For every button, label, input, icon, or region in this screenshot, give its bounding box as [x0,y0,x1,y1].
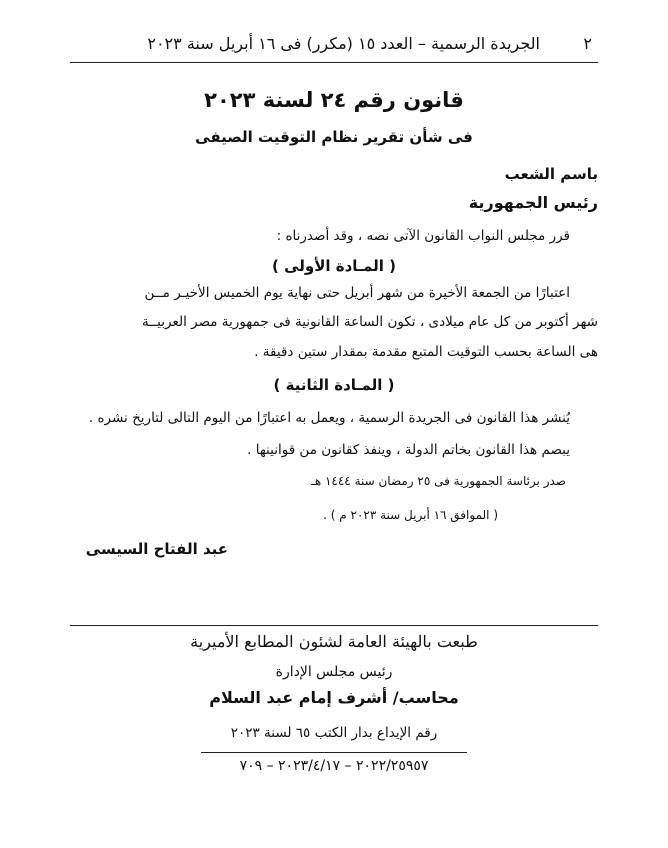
isbn-line: ٢٠٢٢/٢٥٩٥٧ – ٢٠٢٣/٤/١٧ – ٧٠٩ [239,758,429,774]
deposit-divider [201,752,467,753]
preamble: قرر مجلس النواب القانون الآتى نصه ، وقد أصدرناه : [276,228,570,244]
header-divider [70,62,598,63]
issued-date-gregorian: ( الموافق ١٦ أبريل سنة ٢٠٢٣ م ) . [323,508,498,522]
article-2-title: ( المـادة الثانية ) [273,376,395,394]
page-number: ٢ [583,34,592,53]
accountant-name: محاسب/ أشرف إمام عبد السلام [209,688,459,707]
board-chair-title: رئيس مجلس الإدارة [275,664,393,680]
printed-by: طبعت بالهيئة العامة لشئون المطابع الأميرية [190,632,478,651]
seal-line: يبصم هذا القانون بخاتم الدولة ، وينفذ كقانون من قوانينها . [247,442,570,458]
footer-divider [70,625,598,626]
article-2-line-1: يُنشر هذا القانون فى الجريدة الرسمية ، ويعمل به اعتبارًا من اليوم التالى لتاريخ نشره . [88,410,570,426]
law-subtitle: فى شأن تقرير نظام التوقيت الصيفى [195,128,473,146]
article-1-line-3: هى الساعة بحسب التوقيت المتبع مقدمة بمقدار ستين دقيقة . [254,344,598,360]
in-name-of-people: باسم الشعب [504,165,598,183]
article-1-line-1: اعتبارًا من الجمعة الأخيرة من شهر أبريل حتى نهاية يوم الخميس الأخيـر مــن [144,285,570,301]
deposit-number: رقم الإيداع بدار الكتب ٦٥ لسنة ٢٠٢٣ [230,725,438,741]
running-header: الجريدة الرسمية – العدد ١٥ (مكرر) فى ١٦ أبريل سنة ٢٠٢٣ [147,34,540,53]
signatory: عبد الفتاح السيسى [85,540,228,558]
issued-date-hijri: صدر برئاسة الجمهورية فى ٢٥ رمضان سنة ١٤٤٤ هـ [311,474,566,488]
article-1-title: ( المـادة الأولى ) [272,257,396,275]
president-title: رئيس الجمهورية [468,193,598,212]
article-1-line-2: شهر أكتوبر من كل عام ميلادى ، تكون الساعة القانونية فى جمهورية مصر العربيــة [142,314,598,330]
law-title: قانون رقم ٢٤ لسنة ٢٠٢٣ [204,88,464,112]
